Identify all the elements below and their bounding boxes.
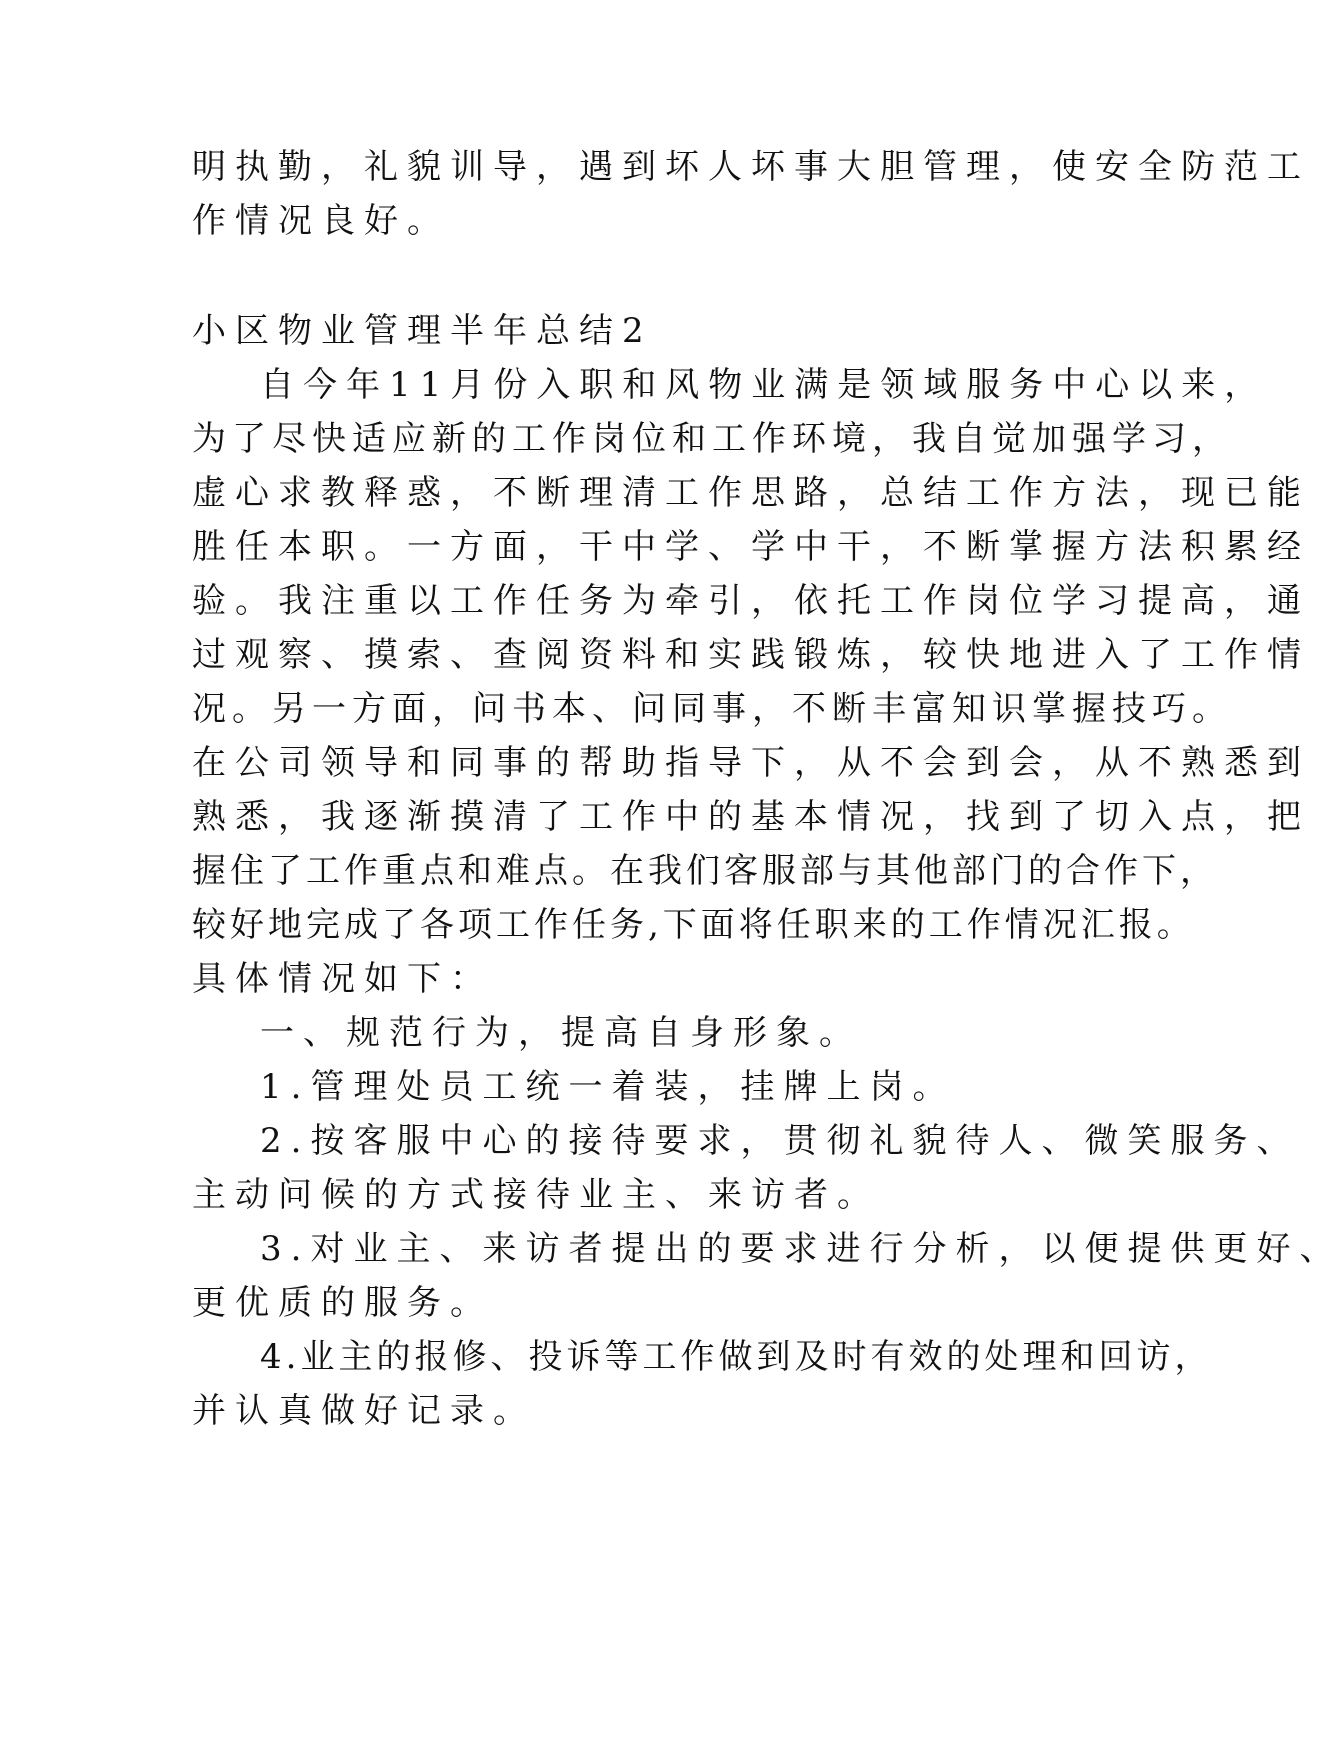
text-line: 胜任本职。一方面，干中学、学中干，不断掌握方法积累经 [192, 527, 1310, 567]
text-line: 为了尽快适应新的工作岗位和工作环境，我自觉加强学习， [192, 419, 1232, 459]
list-item: 2.按客服中心的接待要求，贯彻礼貌待人、微笑服务、 [260, 1121, 1300, 1161]
text-line: 明执勤，礼貌训导，遇到坏人坏事大胆管理，使安全防范工 [192, 147, 1310, 187]
text-line: 在公司领导和同事的帮助指导下，从不会到会，从不熟悉到 [192, 743, 1310, 783]
text-line: 作情况良好。 [192, 201, 450, 241]
text-line: 过观察、摸索、查阅资料和实践锻炼，较快地进入了工作情 [192, 635, 1310, 675]
text-line: 较好地完成了各项工作任务,下面将任职来的工作情况汇报。 [192, 905, 1195, 945]
list-item-continuation: 并认真做好记录。 [192, 1391, 536, 1431]
list-item: 1.管理处员工统一着装，挂牌上岗。 [260, 1067, 956, 1107]
text-line: 具体情况如下： [192, 959, 493, 999]
text-line: 况。另一方面，问书本、问同事，不断丰富知识掌握技巧。 [192, 689, 1232, 729]
text-line: 虚心求教释惑，不断理清工作思路，总结工作方法，现已能 [192, 473, 1310, 513]
section-title: 小区物业管理半年总结2 [192, 311, 653, 351]
text-line: 熟悉，我逐渐摸清了工作中的基本情况，找到了切入点，把 [192, 797, 1310, 837]
text-line: 验。我注重以工作任务为牵引，依托工作岗位学习提高，通 [192, 581, 1310, 621]
list-item: 4.业主的报修、投诉等工作做到及时有效的处理和回访， [260, 1337, 1213, 1377]
list-item: 3.对业主、来访者提出的要求进行分析，以便提供更好、 [260, 1229, 1342, 1269]
text-line: 握住了工作重点和难点。在我们客服部与其他部门的合作下， [192, 851, 1218, 891]
paragraph-first-line: 自今年11月份入职和风物业满是领域服务中心以来， [260, 365, 1268, 405]
list-item-continuation: 更优质的服务。 [192, 1283, 493, 1323]
list-item-continuation: 主动问候的方式接待业主、来访者。 [192, 1175, 880, 1215]
list-heading: 一、规范行为，提高自身形象。 [260, 1013, 862, 1053]
